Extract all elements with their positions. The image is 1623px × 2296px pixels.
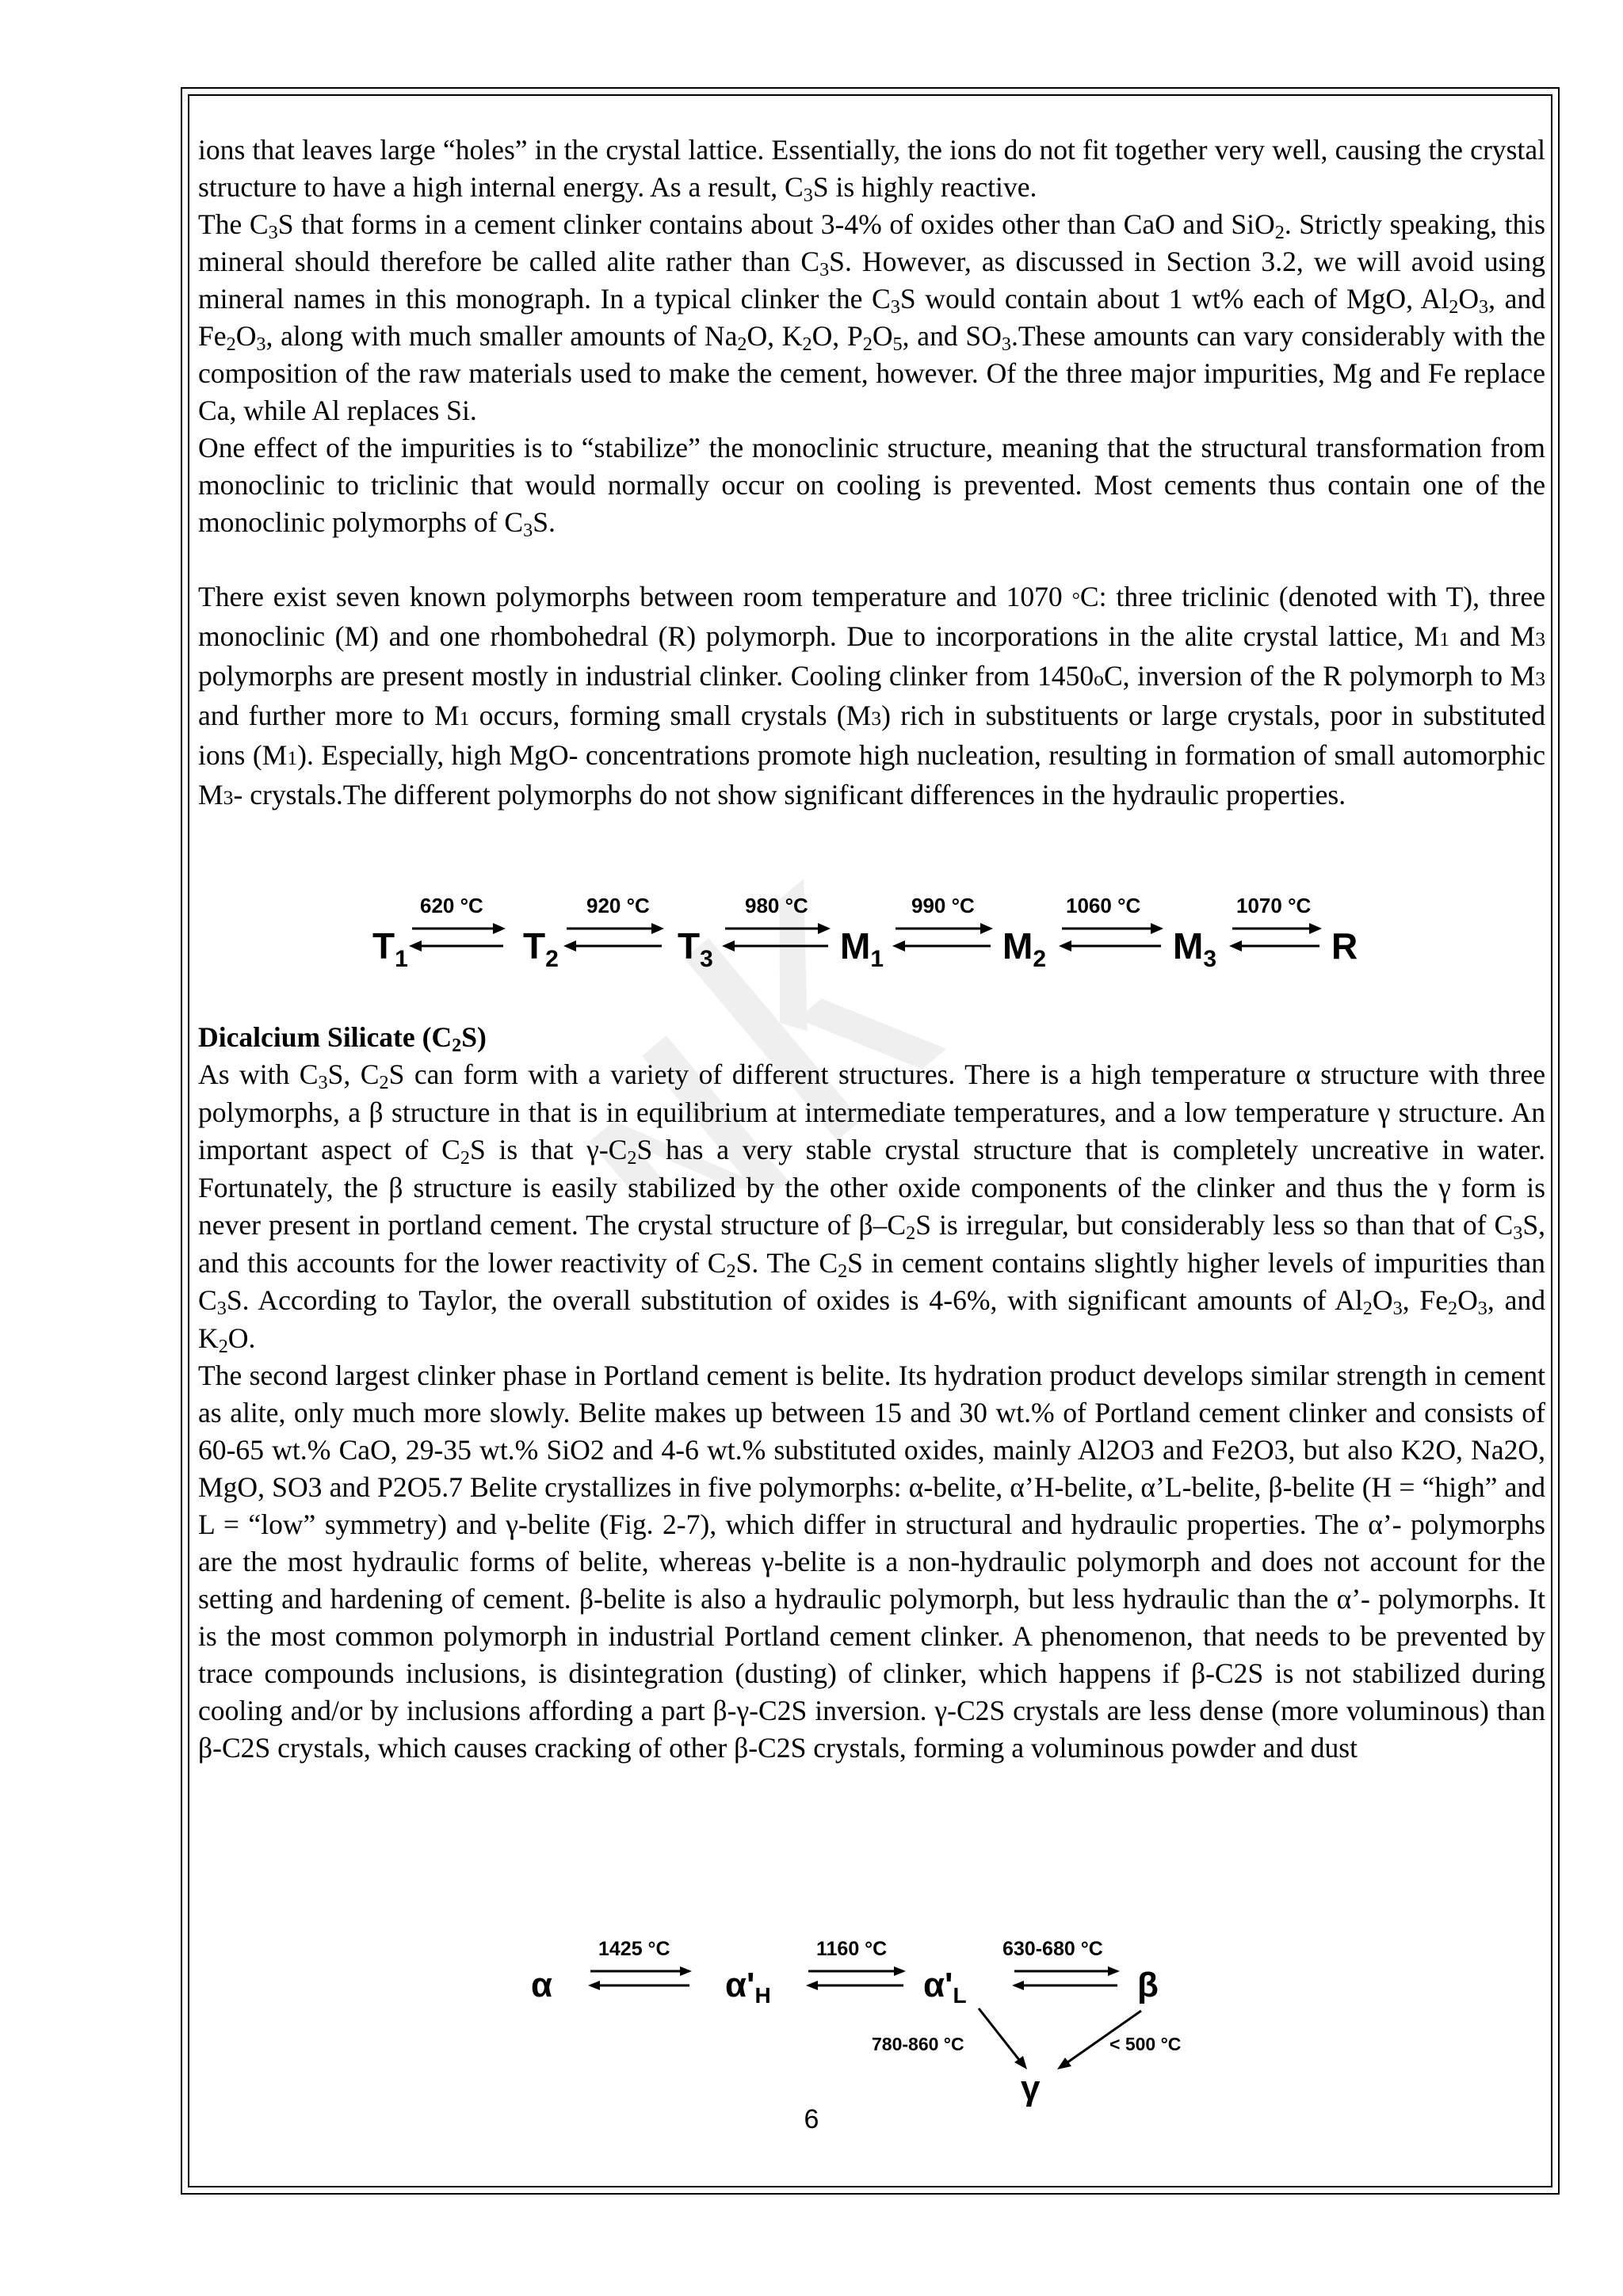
c3s-arrow-t2-t3 xyxy=(563,923,664,952)
c2s-gamma-label: γ xyxy=(1021,2069,1041,2107)
c3s-phase-label: R xyxy=(1331,925,1358,967)
page-number: 6 xyxy=(804,2104,819,2134)
c2s-arrow-alphaL-gamma xyxy=(979,2008,1027,2069)
c3s-arrow-t3-m1 xyxy=(722,923,831,952)
paragraph-c3s-impurities: The $C_3S$ that forms in a cement clinker contains about 3-4% of oxides other than CaO and SiO$_2$. Strictly speaking, this mineral should therefore be called alite rather than $C_3S$. However, as discussed in Section 3.2, we will avoid using mineral names in this monograph. In a typical clinker the $C_3S$ would contain about 1 wt% each of MgO, $Al_2O_3$, and $Fe_2O_3$, along with much smaller amounts of $Na_2O$, $K_2O$, $P_2O_5$, and $SO_3.These$ amounts can vary considerably with the composition of the raw materials used to make the cement, however. Of the three major impurities, Mg and Fe replace Ca, while Al replaces Si. xyxy=(198,208,1545,426)
paragraph-belite: The second largest clinker phase in Portland cement is belite. Its hydration product develops similar strength in cement as alite, only much more slowly. Belite makes up between 15 and 30 wt.% of Portland cement clinker and consists of 60-65 wt.% CaO, 29-35 wt.% SiO2 and 4-6 wt.% substituted oxides, mainly Al2O3 and Fe2O3, but also K2O, Na2O, MgO, SO3 and P2O5.7 Belite crystallizes in five polymorphs: α-belite, α’H-belite, α’L-belite, β-belite (H = “high” and L = “low” symmetry) and γ-belite (Fig. 2-7), which differ in structural and hydraulic properties. The α’- polymorphs are the most hydraulic forms of belite, whereas γ-belite is a non-hydraulic polymorph and does not account for the setting and hardening of cement. β-belite is also a hydraulic polymorph, but less hydraulic than the α’- polymorphs. It is the most common polymorph in industrial Portland cement clinker. A phenomenon, that needs to be prevented by trace compounds inclusions, is disintegration (dusting) of clinker, which happens if β-C2S is not stabilized during cooling and/or by inclusions affording a part β-γ-C2S inversion. γ-C2S crystals are less dense (more voluminous) than β-C2S crystals, which causes cracking of other β-C2S crystals, forming a voluminous powder and dust xyxy=(198,1360,1545,1764)
c2s-temp-label: < 500 °C xyxy=(1109,2034,1182,2054)
c3s-phase-label: $T_1$ xyxy=(372,925,408,972)
c2s-arrow-alphaH-alphaL xyxy=(806,1966,906,1990)
page-content-c2s xyxy=(198,1019,1545,1767)
c2s-temp-label: 780-860 °C xyxy=(872,2034,964,2054)
c3s-temp-label: 920 °C xyxy=(586,894,650,917)
c3s-arrow-m3-r xyxy=(1229,923,1322,952)
c3s-temp-label: 1070 °C xyxy=(1236,894,1312,917)
c2s-temp-label: 1425 °C xyxy=(598,1938,670,1960)
c3s-phase-label: $M_2$ xyxy=(1002,925,1047,972)
c2s-alpha-l-label: α'L xyxy=(923,1966,967,2008)
c3s-arrow-t1-t2 xyxy=(409,923,506,952)
c3s-temp-label: 620 °C xyxy=(420,894,483,917)
c3s-phase-label: $T_2$ xyxy=(523,925,559,972)
c3s-phase-label: $M_3$ xyxy=(1173,925,1217,972)
c3s-temp-label: 980 °C xyxy=(745,894,808,917)
c2s-arrow-alpha-alphaH xyxy=(588,1966,692,1990)
c2s-polymorph-diagram xyxy=(523,1933,1220,2115)
c3s-polymorph-diagram xyxy=(365,887,1395,974)
paragraph-c2s-structures: As with $C_3S$, $C_2S$ can form with a variety of different structures. There is a high temperature α structure with three polymorphs, a β structure in that is in equilibrium at intermediate temperatures, and a low temperature γ structure. An important aspect of $C_2S$ is that $\gamma-C_2S$ has a very stable crystal structure that is completely uncreative in water. Fortunately, the β structure is easily stabilized by the other oxide components of the clinker and thus the γ form is never present in portland cement. The crystal structure of $\beta-C_2S$ is irregular, but considerably less so than that of $C_3S$, and this accounts for the lower reactivity of $C_2S$. The $C_2S$ in cement contains slightly higher levels of impurities than $C_3S$. According to Taylor, the overall substitution of oxides is 4-6%, with significant amounts of $Al_2O_3$, $Fe_2O_3$, and $K_2O$. xyxy=(198,1058,1545,1357)
c2s-temp-label: 1160 °C xyxy=(816,1938,888,1960)
c2s-alpha-label: α xyxy=(531,1966,553,2004)
c3s-arrow-m2-m3 xyxy=(1059,923,1163,952)
c2s-arrow-alphaL-beta xyxy=(1012,1966,1120,1990)
c2s-alpha-h-label: α'H xyxy=(725,1966,771,2008)
paragraph-c3s-holes: ions that leaves large “holes” in the crystal lattice. Essentially, the ions do not fit together very well, causing the crystal structure to have a high internal energy. As a result, $C_3S$ is highly reactive. xyxy=(198,134,1545,207)
c2s-temp-label: 630-680 °C xyxy=(1002,1938,1103,1960)
c3s-temp-label: 1060 °C xyxy=(1066,894,1141,917)
page-content xyxy=(198,132,1545,816)
c3s-arrow-m1-m2 xyxy=(892,923,993,952)
c3s-phase-label: $T_3$ xyxy=(678,925,713,972)
paragraph-monoclinic: One effect of the impurities is to “stabilize” the monoclinic structure, meaning that the structural transformation from monoclinic to triclinic that would normally occur on cooling is prevented. Most cements thus contain one of the monoclinic polymorphs of $C_3S$. xyxy=(198,432,1545,542)
c2s-beta-label: β xyxy=(1137,1966,1159,2004)
c3s-temp-label: 990 °C xyxy=(911,894,975,917)
paragraph-polymorphs: There exist seven known polymorphs between room temperature and 1070 °C: three triclinic (denoted with T), three monoclinic (M) and one rhombohedral (R) polymorph. Due to incorporations in the alite crystal lattice, M1 and M3 polymorphs are present mostly in industrial clinker. Cooling clinker from 1450oC, inversion of the R polymorph to M3 and further more to M1 occurs, forming small crystals (M3) rich in substituents or large crystals, poor in substituted ions (M1). Especially, high MgO- concentrations promote high nucleation, resulting in formation of small automorphic M3- crystals.The different polymorphs do not show significant differences in the hydraulic properties. xyxy=(198,581,1546,810)
c3s-phase-label: $M_1$ xyxy=(840,925,884,972)
section-heading-c2s: Dicalcium Silicate $(C_2S)$ xyxy=(198,1021,487,1057)
